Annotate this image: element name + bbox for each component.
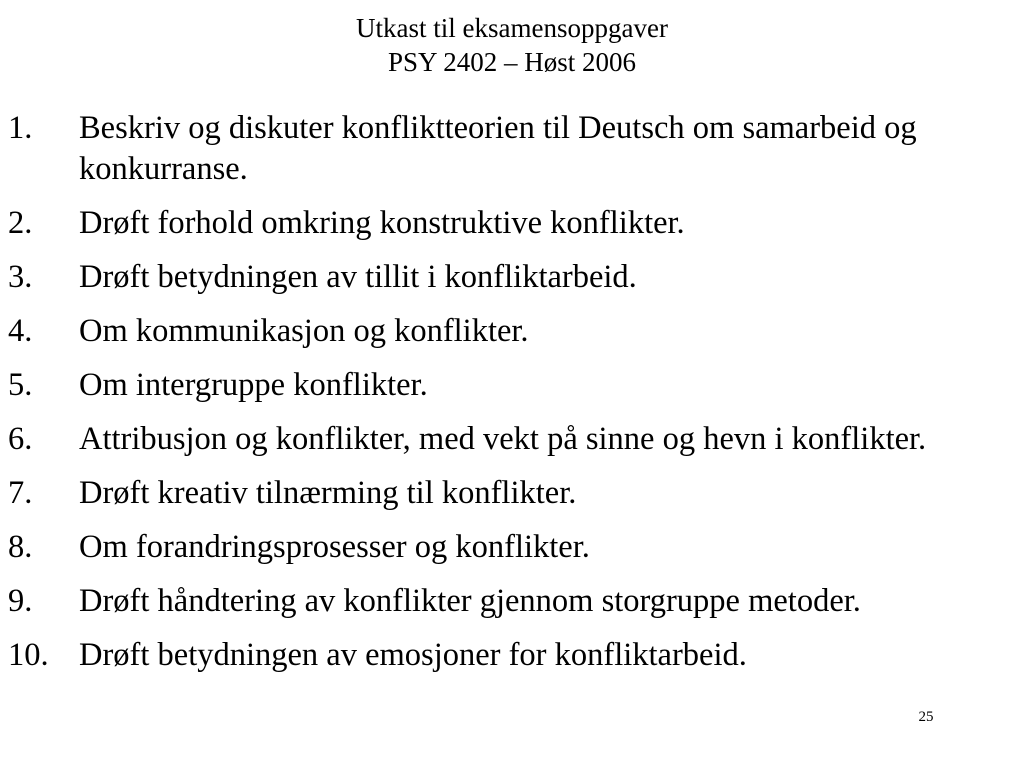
question-list xyxy=(8,108,968,689)
question-text: Om kommunikasjon og konflikter. xyxy=(79,313,529,349)
question-item xyxy=(8,257,968,298)
slide-title xyxy=(0,11,1024,79)
question-item xyxy=(8,473,968,514)
question-text: Drøft betydningen av tillit i konfliktarbeid. xyxy=(79,259,637,295)
question-text: Drøft betydningen av emosjoner for konfliktarbeid. xyxy=(79,637,747,673)
question-item xyxy=(8,203,968,244)
question-number: 8. xyxy=(8,529,33,565)
question-number: 4. xyxy=(8,313,33,349)
question-text: Drøft håndtering av konflikter gjennom storgruppe metoder. xyxy=(79,583,861,619)
page-number: 25 xyxy=(918,709,934,725)
question-text: Om forandringsprosesser og konflikter. xyxy=(79,529,590,565)
question-text: Drøft forhold omkring konstruktive konflikter. xyxy=(79,205,685,241)
question-number: 6. xyxy=(8,421,33,457)
question-item xyxy=(8,108,968,190)
question-number: 10. xyxy=(8,637,49,673)
question-number: 7. xyxy=(8,475,33,511)
question-text: Om intergruppe konflikter. xyxy=(79,367,428,403)
title-line-1: Utkast til eksamensoppgaver xyxy=(356,13,668,43)
question-item xyxy=(8,635,968,676)
question-number: 9. xyxy=(8,583,33,619)
question-number: 1. xyxy=(8,110,33,146)
question-number: 2. xyxy=(8,205,33,241)
question-item xyxy=(8,581,968,622)
question-number: 5. xyxy=(8,367,33,403)
title-line-2: PSY 2402 – Høst 2006 xyxy=(387,47,637,77)
question-text: Attribusjon og konflikter, med vekt på sinne og hevn i konflikter. xyxy=(79,421,927,457)
question-item xyxy=(8,311,968,352)
question-number: 3. xyxy=(8,259,33,295)
question-item xyxy=(8,527,968,568)
question-item xyxy=(8,419,968,460)
question-text: Drøft kreativ tilnærming til konflikter. xyxy=(79,475,577,511)
question-text: Beskriv og diskuter konfliktteorien til Deutsch om samarbeid og konkurranse. xyxy=(79,110,917,187)
question-item xyxy=(8,365,968,406)
